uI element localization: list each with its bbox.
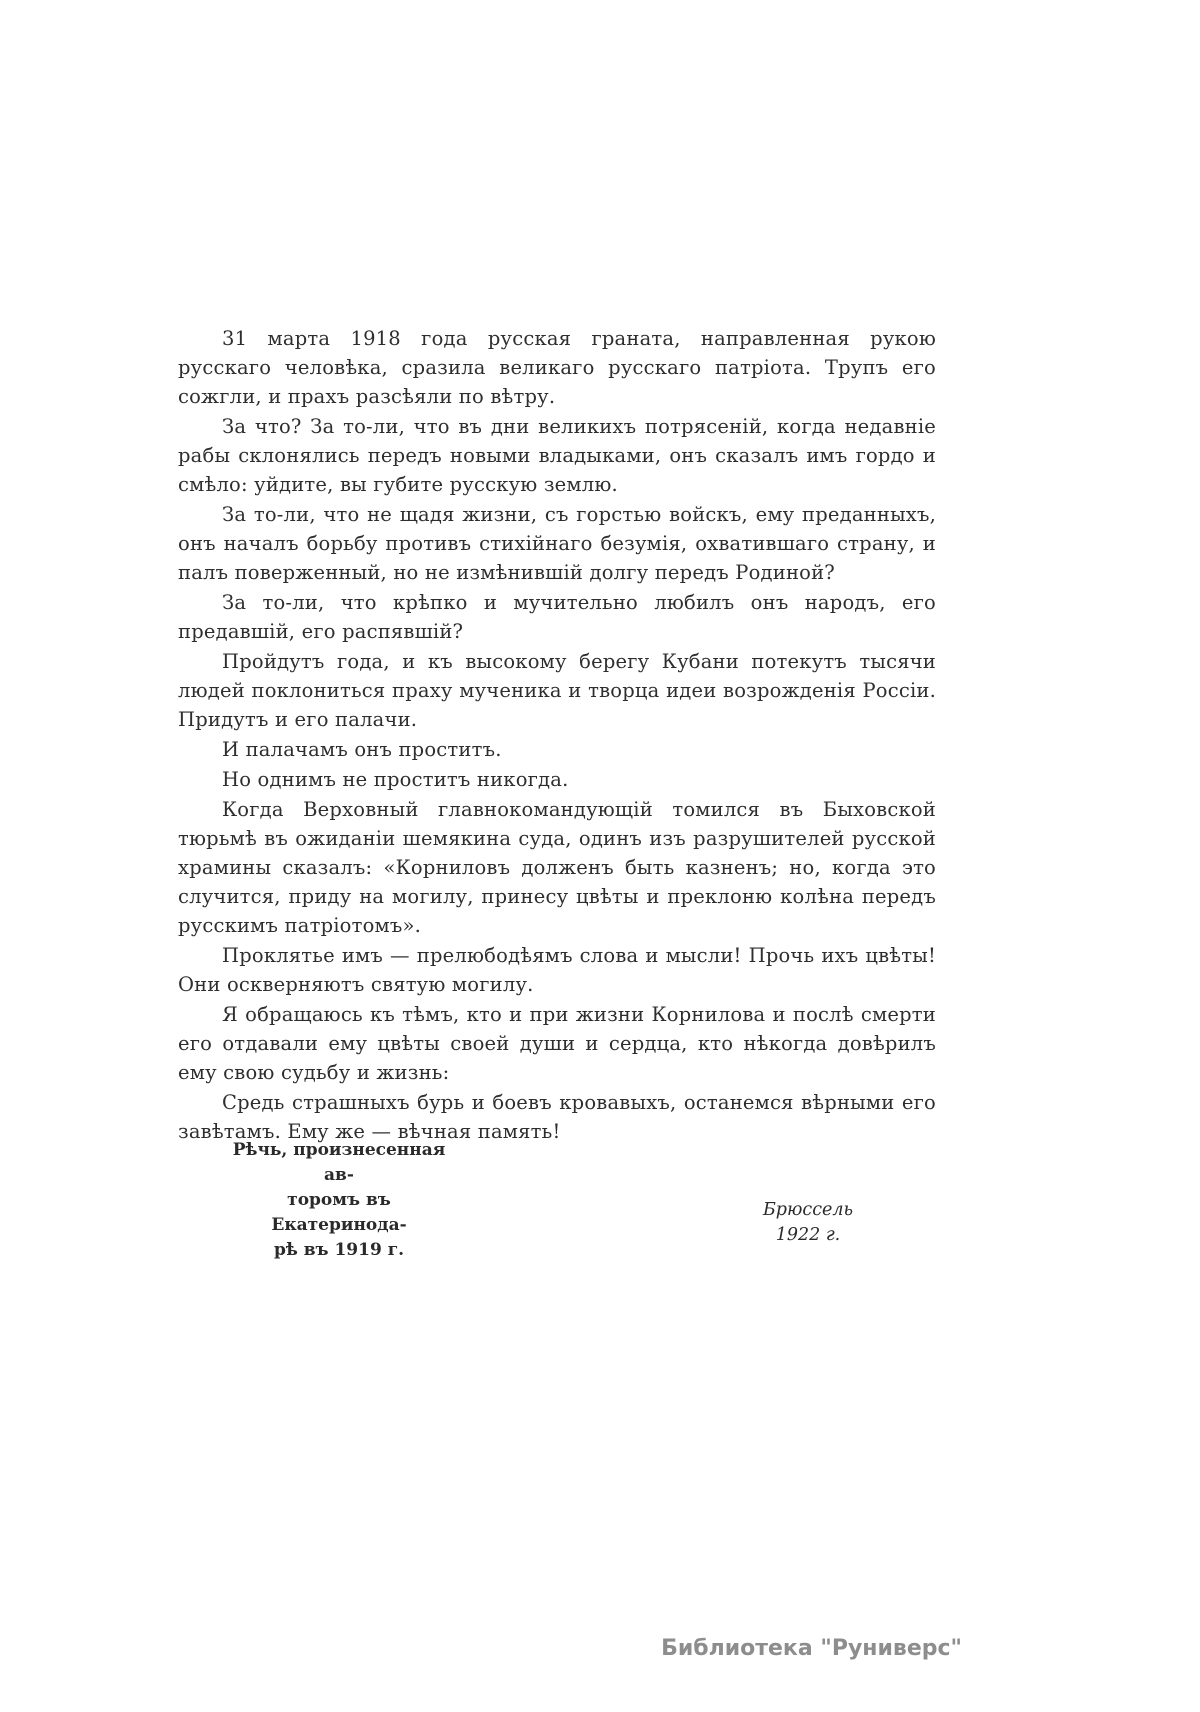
colophon-place: Брюссель bbox=[762, 1200, 854, 1220]
library-watermark: Библиотека "Руниверс" bbox=[661, 1636, 962, 1661]
author-note-line: Рѣчь, произнесенная ав- bbox=[232, 1140, 446, 1185]
paragraph: Но однимъ не проститъ никогда. bbox=[222, 768, 569, 791]
author-note-line: торомъ въ Екатеринода- bbox=[271, 1190, 407, 1235]
paragraph: За то-ли, что не щадя жизни, съ горстью войскъ, ему преданныхъ, онъ началъ борьбу противъ стихійнаго безумія, охватившаго страну, и палъ поверженный, но не измѣнившій долгу передъ Родиной? bbox=[178, 503, 936, 584]
paragraph: 31 марта 1918 года русская граната, направленная рукою русскаго человѣка, сразила великаго русскаго патріота. Трупъ его сожгли, и прахъ разсѣяли по вѣтру. bbox=[178, 327, 936, 408]
colophon-year: 1922 г. bbox=[775, 1225, 841, 1245]
paragraph: Пройдутъ года, и къ высокому берегу Кубани потекутъ тысячи людей поклониться праху мученика и творца идеи возрожденія Россіи. Придутъ и его палачи. bbox=[178, 650, 936, 731]
paragraph: За то-ли, что крѣпко и мучительно любилъ онъ народъ, его предавшій, его распявшій? bbox=[178, 591, 936, 643]
paragraph: Я обращаюсь къ тѣмъ, кто и при жизни Корнилова и послѣ смерти его отдавали ему цвѣты своей души и сердца, кто нѣкогда довѣрилъ ему свою судьбу и жизнь: bbox=[178, 1003, 936, 1084]
paragraph: И палачамъ онъ проститъ. bbox=[222, 738, 502, 761]
paragraph: Средь страшныхъ бурь и боевъ кровавыхъ, останемся вѣрными его завѣтамъ. Ему же — вѣчная память! bbox=[178, 1091, 936, 1143]
paragraph: Проклятье имъ — прелюбодѣямъ слова и мысли! Прочь ихъ цвѣты! Они оскверняютъ святую могилу. bbox=[178, 944, 936, 996]
paragraph: Когда Верховный главнокомандующій томился въ Быховской тюрьмѣ въ ожиданіи шемякина суда, одинъ изъ разрушителей русской храмины сказалъ: «Корниловъ долженъ быть казненъ; но, когда это случится, приду на могилу, принесу цвѣты и преклоню колѣна передъ русскимъ патріотомъ». bbox=[178, 798, 936, 937]
paragraph: За что? За то-ли, что въ дни великихъ потрясеній, когда недавніе рабы склонялись передъ новыми владыками, онъ сказалъ имъ гордо и смѣло: уйдите, вы губите русскую землю. bbox=[178, 415, 936, 496]
main-text-block bbox=[178, 324, 936, 1147]
author-note-line: рѣ въ 1919 г. bbox=[273, 1240, 405, 1260]
colophon bbox=[748, 1198, 868, 1248]
author-note bbox=[228, 1138, 450, 1263]
